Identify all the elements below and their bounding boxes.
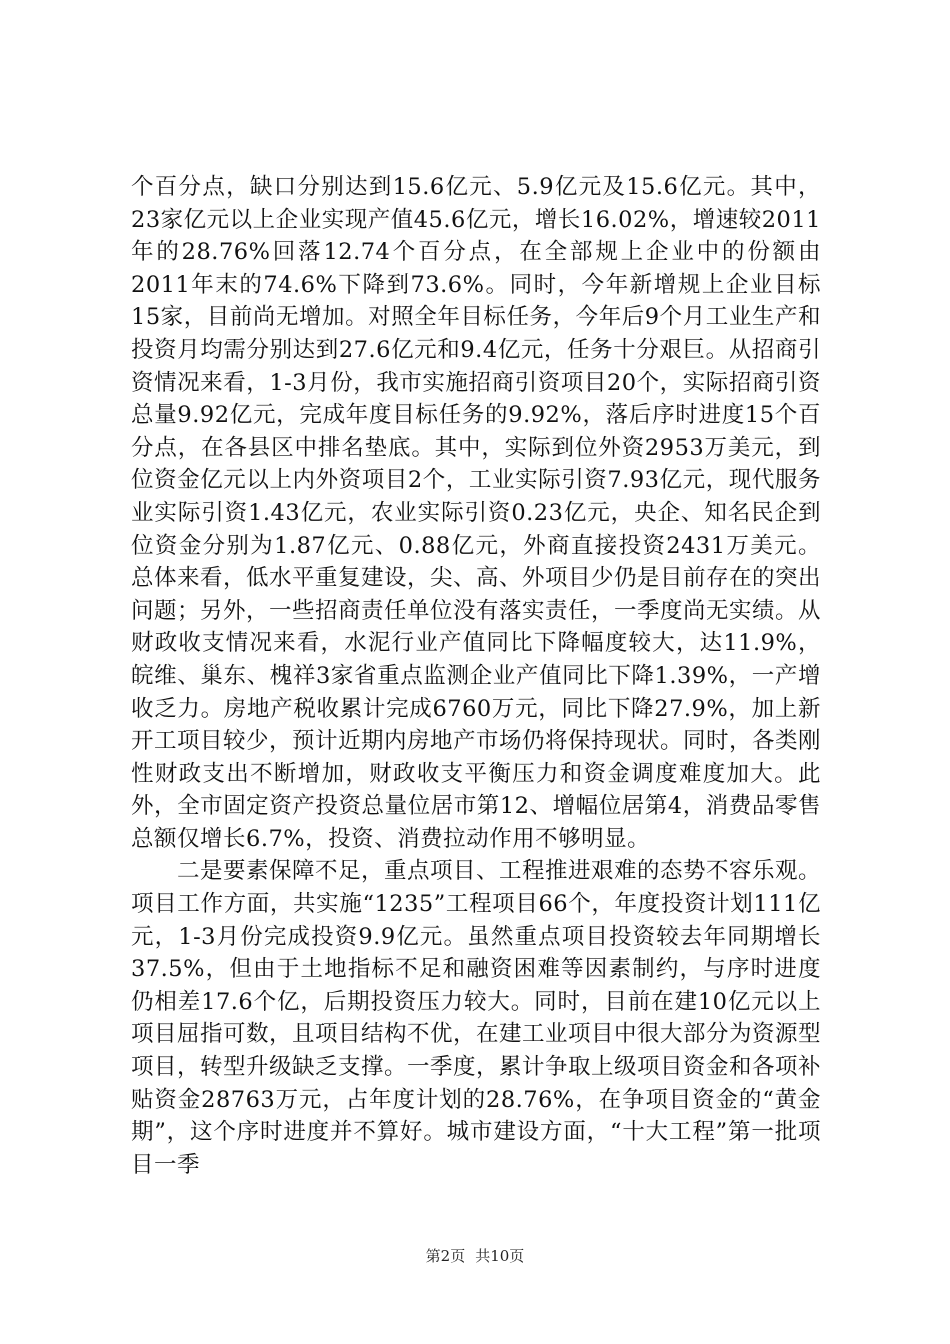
page-number: 第2页 bbox=[425, 1247, 466, 1265]
page-footer bbox=[0, 1245, 950, 1266]
page-total: 共10页 bbox=[475, 1247, 525, 1265]
document-body bbox=[131, 171, 821, 1181]
paragraph-2: 二是要素保障不足，重点项目、工程推进艰难的态势不容乐观。项目工作方面，共实施“1235”工程项目66个，年度投资计划111亿元，1-3月份完成投资9.9亿元。虽然重点项目投资较去年同期增长37.5%，但由于土地指标不足和融资困难等因素制约，与序时进度仍相差17.6个亿，后期投资压力较大。同时，目前在建10亿元以上项目屈指可数，且项目结构不优，在建工业项目中很大部分为资源型项目，转型升级缺乏支撑。一季度，累计争取上级项目资金和各项补贴资金28763万元，占年度计划的28.76%，在争项目资金的“黄金期”，这个序时进度并不算好。城市建设方面，“十大工程”第一批项目一季 bbox=[131, 858, 822, 1178]
paragraph-1: 个百分点，缺口分别达到15.6亿元、5.9亿元及15.6亿元。其中，23家亿元以上企业实现产值45.6亿元，增长16.02%，增速较2011年的28.76%回落12.74个百分点，在全部规上企业中的份额由2011年末的74.6%下降到73.6%。同时，今年新增规上企业目标15家，目前尚无增加。对照全年目标任务，今年后9个月工业生产和投资月均需分别达到27.6亿元和9.4亿元，任务十分艰巨。从招商引资情况来看，1-3月份，我市实施招商引资项目20个，实际招商引资总量9.92亿元，完成年度目标任务的9.92%，落后序时进度15个百分点，在各县区中排名垫底。其中，实际到位外资2953万美元，到位资金亿元以上内外资项目2个，工业实际引资7.93亿元，现代服务业实际引资1.43亿元，农业实际引资0.23亿元，央企、知名民企到位资金分别为1.87亿元、0.88亿元，外商直接投资2431万美元。总体来看，低水平重复建设，尖、高、外项目少仍是目前存在的突出问题；另外，一些招商责任单位没有落实责任，一季度尚无实绩。从财政收支情况来看，水泥行业产值同比下降幅度较大，达11.9%，皖维、巢东、槐祥3家省重点监测企业产值同比下降1.39%，一产增收乏力。房地产税收累计完成6760万元，同比下降27.9%，加上新开工项目较少，预计近期内房地产市场仍将保持现状。同时，各类刚性财政支出不断增加，财政收支平衡压力和资金调度难度加大。此外，全市固定资产投资总量位居市第12、增幅位居第4，消费品零售总额仅增长6.7%，投资、消费拉动作用不够明显。 bbox=[131, 174, 822, 852]
